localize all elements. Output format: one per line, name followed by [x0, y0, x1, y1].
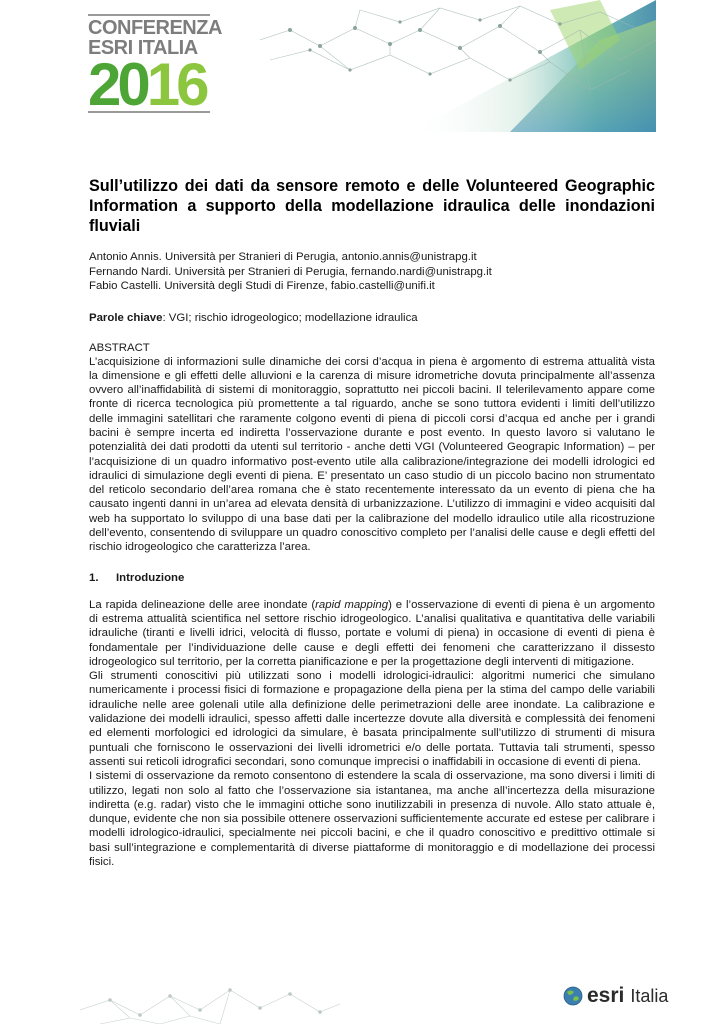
globe-icon	[563, 986, 583, 1006]
logo-line1: CONFERENZA	[88, 17, 222, 39]
esri-wordmark: esri	[587, 984, 625, 1007]
section-title: Introduzione	[116, 571, 185, 584]
intro-paragraph-3: I sistemi di osservazione da remoto consentono di estendere la scala di osservazione, ma sono diversi i limiti di utilizzo, legati non solo al fatto che l’osservazione sia istantanea, ma anche all’incertezza della misurazione indiretta (e.g. radar) visto che le immagini ottiche sono inutilizzabili in presenza di nuvole. Allo stato attuale è, dunque, evidente che non sia possibile ottenere osservazioni sufficientemente accurate ed estese per calibrare i modelli idrologico-idraulici, specialmente nei piccoli bacini, e che il quadro conoscitivo e predittivo ottimale si basi sull’integrazione e complementarità di diverse piattaforme di monitoraggio e di modellazione dei processi fisici.	[89, 770, 655, 868]
logo-rule-top	[88, 14, 210, 16]
intro-paragraph-1	[89, 598, 655, 669]
keywords	[89, 311, 655, 325]
footer-network-art	[80, 960, 340, 1024]
paper-title: Sull’utilizzo dei dati da sensore remoto e delle Volunteered Geographic Information a supporto della modellazione idraulica delle inondazioni fluviali	[89, 177, 655, 235]
header-network-art	[260, 0, 656, 132]
logo-line2: ESRI ITALIA	[88, 37, 198, 59]
p1-em: rapid mapping	[315, 598, 389, 611]
logo-year-a: 20	[88, 51, 147, 118]
author-list	[89, 250, 655, 294]
p1-before: La rapida delineazione delle aree inondate (	[89, 598, 316, 611]
conference-logo	[88, 14, 222, 118]
section-number: 1.	[89, 571, 99, 584]
paper-body	[89, 176, 655, 869]
esri-country: Italia	[630, 985, 669, 1006]
author-line: Fernando Nardi. Università per Stranieri di Perugia, fernando.nardi@unistrapg.it	[89, 265, 492, 278]
author-line: Fabio Castelli. Università degli Studi di Firenze, fabio.castelli@unifi.it	[89, 280, 435, 292]
logo-year-b: 16	[146, 51, 206, 118]
section-heading	[89, 572, 655, 584]
keywords-value: : VGI; rischio idrogeologico; modellazione idraulica	[162, 311, 418, 324]
intro-paragraph-2: Gli strumenti conoscitivi più utilizzati sono i modelli idrologici-idraulici: algoritmi numerici che simulano numericamente i processi fisici di formazione e propagazione della piena per la stima del campo delle variabili idrauliche nelle aree golenali utile alla definizione delle perimetrazioni delle aree inondate. La calibrazione e validazione dei modelli idraulici, spesso affetti dalle incertezze dovute alla diversità e complessità dei fenomeni ed elementi morfologici ed idrologici da simulare, è basata principalmente sull’utilizzo di strumenti di misura puntuali che forniscono le osservazioni dei livelli idrometrici e/o delle portata. Tuttavia tali strumenti, spesso assenti sui reticoli idrografici secondari, sono comunque imprecisi o inaffidabili in occasione di eventi di piena.	[89, 670, 655, 768]
keywords-label: Parole chiave	[89, 311, 163, 324]
abstract-heading: ABSTRACT	[89, 341, 150, 354]
esri-italia-logo	[563, 984, 668, 1008]
author-line: Antonio Annis. Università per Stranieri di Perugia, antonio.annis@unistrapg.it	[89, 251, 477, 263]
p1-after: ) e l’osservazione di eventi di piena è un argomento di estrema attualità scientifica nel settore rischio idrogeologico. L’analisi qualitativa e quantitativa delle variabili idrauliche (tiranti e livelli idrici, velocità di flusso, portate e volumi di piena) in occasione di eventi di piena è fondamentale per l’individuazione delle cause e degli effetti dei fenomeni che caratterizzano il dissesto idrogeologico sul territorio, per la corretta pianificazione e per la progettazione degli interventi di mitigazione.	[89, 598, 656, 668]
logo-year	[88, 51, 210, 118]
abstract-text: L’acquisizione di informazioni sulle dinamiche dei corsi d’acqua in piena è argomento di estrema attualità vista la dimensione e gli effetti delle alluvioni e la carenza di misure idrometriche dovuta principalmente all’assenza ovvero all’inaffidabilità di sistemi di monitoraggio, soprattutto nei piccoli bacini. Il telerilevamento appare come fronte di ricerca tecnologica più promettente a tal riguardo, anche se sono tuttora evidenti i limiti dell’utilizzo delle immagini satellitari che raramente colgono eventi di piena di piccoli corsi d’acqua ed anche per i grandi bacini è sempre incerta ed indiretta l’osservazione durante e post evento. In questo lavoro si valutano le potenzialità dei dati prodotti da utenti sul territorio - anche detti VGI (Volunteered Geograpic Information) – per l’acquisizione di un quadro informativo post-evento utile alla calibrazione/integrazione dei modelli idrologici ed idraulici di simulazione degli eventi di piena. E’ presentato un caso studio di un piccolo bacino non strumentato del reticolo secondario dell’area romana che è stato recentemente interessato da un evento di piena che ha causato ingenti danni in un’area ad elevata densità di urbanizzazione. L’utilizzo di immagini e video acquisiti dal web ha supportato lo sviluppo di una base dati per la calibrazione del modello idraulico utile alla ricostruzione dell’evento, consentendo di sviluppare un quadro conoscitivo completo per l’analisi delle cause e degli effetti del rischio idrogeologico che caratterizza l’area.	[89, 355, 655, 554]
